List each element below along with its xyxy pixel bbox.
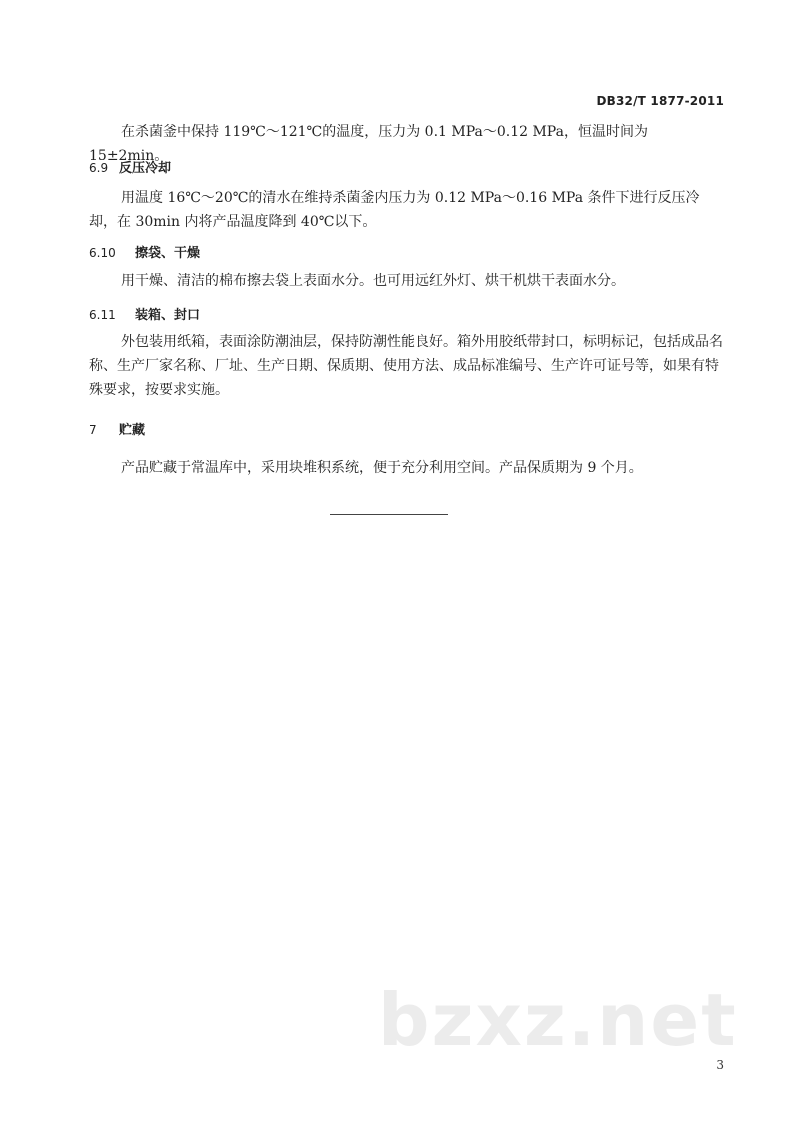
heading-title: 擦袋、干燥 bbox=[135, 246, 201, 261]
page-number: 3 bbox=[716, 1058, 724, 1072]
heading-number: 6.9 bbox=[89, 161, 109, 175]
heading-title: 反压冷却 bbox=[119, 161, 172, 176]
end-of-document-rule bbox=[330, 514, 448, 515]
paragraph-7: 产品贮藏于常温库中，采用块堆积系统，便于充分利用空间。产品保质期为 9 个月。 bbox=[121, 460, 643, 476]
paragraph-6-8-continued: 在杀菌釜中保持 119℃～121℃的温度，压力为 0.1 MPa～0.12 MPa，恒温时间为 15±2min。 bbox=[89, 124, 648, 164]
paragraph-6-10: 用干燥、清洁的棉布擦去袋上表面水分。也可用远红外灯、烘干机烘干表面水分。 bbox=[121, 273, 625, 289]
standard-code: DB32/T 1877-2011 bbox=[596, 94, 724, 108]
paragraph-6-9: 用温度 16℃～20℃的清水在维持杀菌釜内压力为 0.12 MPa～0.16 MPa 条件下进行反压冷却，在 30min 内将产品温度降到 40℃以下。 bbox=[89, 190, 700, 230]
heading-6-10 bbox=[89, 242, 200, 261]
watermark: bzxz.net bbox=[378, 978, 738, 1062]
heading-number: 6.11 bbox=[89, 308, 116, 322]
heading-title: 装箱、封口 bbox=[135, 308, 201, 323]
heading-7 bbox=[89, 419, 145, 438]
heading-6-11 bbox=[89, 304, 200, 323]
heading-number: 7 bbox=[89, 423, 97, 437]
heading-number: 6.10 bbox=[89, 246, 116, 260]
heading-title: 贮藏 bbox=[119, 423, 146, 438]
paragraph-6-11: 外包装用纸箱，表面涂防潮油层，保持防潮性能良好。箱外用胶纸带封口，标明标记，包括成品名称、生产厂家名称、厂址、生产日期、保质期、使用方法、成品标准编号、生产许可证号等，如果有特殊要求，按要求实施。 bbox=[89, 334, 723, 398]
heading-6-9 bbox=[89, 157, 171, 176]
